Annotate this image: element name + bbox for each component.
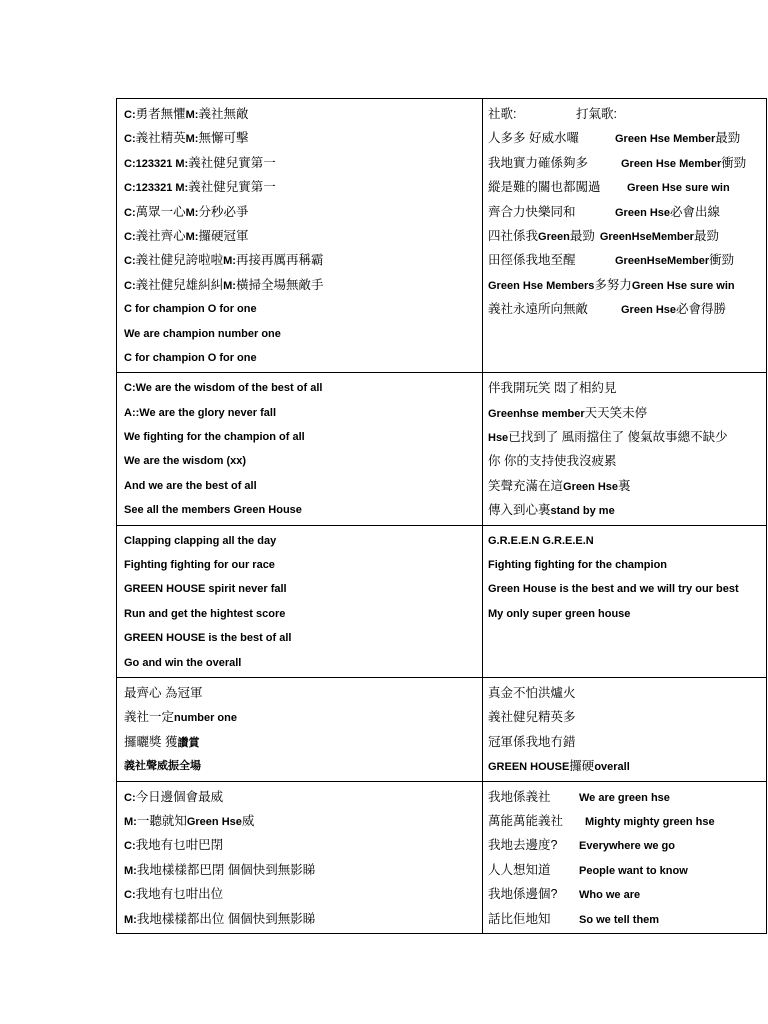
- text: 天天笑未停: [584, 405, 648, 420]
- text: 伴我開玩笑 悶了相約見: [488, 381, 617, 396]
- text: 人人想知道: [488, 862, 551, 877]
- text-line: [117, 224, 482, 248]
- bold-text: 義社聲威振全場: [124, 760, 201, 773]
- left-cell: [117, 99, 483, 373]
- bold-text: C:: [124, 840, 136, 853]
- text-line: [483, 151, 766, 175]
- text-line: [483, 681, 766, 705]
- bold-text: C:: [124, 230, 136, 243]
- bold-text: GREEN HOUSE: [488, 761, 570, 774]
- left-cell: [117, 781, 483, 933]
- bold-text: See all the members Green House: [124, 504, 302, 517]
- text: 義社健兒精英多: [488, 710, 576, 725]
- right-cell: [483, 373, 767, 525]
- text-line: [117, 102, 482, 126]
- bold-text: Greenhse member: [488, 407, 585, 420]
- text: 今日邊個會最威: [135, 789, 224, 804]
- bold-text: And we are the best of all: [124, 479, 257, 492]
- text-line: [117, 785, 482, 809]
- bold-text: stand by me: [550, 505, 615, 518]
- text: 人多多 好威水囉: [488, 131, 579, 146]
- text-line: [483, 224, 766, 248]
- text: 無懈可擊: [198, 131, 249, 146]
- bold-text: Run and get the hightest score: [124, 607, 286, 620]
- text: 義社無敵: [198, 107, 249, 121]
- text: 必會出線: [670, 204, 721, 219]
- bold-text: So we tell them: [579, 913, 660, 926]
- text-line: [117, 754, 482, 778]
- text-line: [483, 907, 766, 931]
- text-line: [483, 730, 766, 754]
- table-row: [117, 781, 767, 933]
- bold-text: M:: [124, 913, 137, 926]
- bold-text: C for champion O for one: [124, 303, 257, 316]
- bold-text: M:: [185, 133, 199, 146]
- text-line: [483, 248, 766, 272]
- bold-text: We are green hse: [579, 791, 670, 804]
- text-line: [483, 602, 766, 626]
- text: 義社健兒實第一: [188, 180, 276, 195]
- text: 義社齊心: [135, 228, 186, 243]
- text-line: [483, 833, 766, 857]
- text-line: [483, 809, 766, 833]
- text: 義社精英: [135, 131, 186, 146]
- text: 義社健兒實第一: [188, 155, 276, 170]
- text-line: [117, 126, 482, 150]
- text-line: [117, 346, 482, 370]
- text: 縱是難的關也都闖過: [488, 180, 601, 195]
- text: 勇者無懼: [135, 107, 186, 121]
- text: 我地實力確係夠多: [488, 155, 589, 170]
- bold-text: Clapping clapping all the day: [124, 534, 277, 547]
- text: 義社健兒誇啦啦: [135, 253, 224, 268]
- text: 最勁: [569, 228, 595, 243]
- bold-text: Hse: [488, 432, 509, 445]
- text-line: [483, 346, 766, 370]
- text-line: [117, 200, 482, 224]
- text-line: [483, 376, 766, 400]
- text-line: [117, 376, 482, 400]
- bold-text: C:We are the wisdom of the best of all: [124, 382, 323, 395]
- text: 一聽就知: [136, 813, 187, 828]
- text: 衝勁: [721, 155, 747, 170]
- bold-text: We are champion number one: [124, 327, 281, 340]
- bold-text: Green Hse: [615, 206, 671, 219]
- bold-text: Everywhere we go: [579, 840, 675, 853]
- text-line: [117, 529, 482, 553]
- text-line: [117, 626, 482, 650]
- text-line: [483, 449, 766, 473]
- bold-text: C:: [124, 109, 136, 121]
- bold-text: Who we are: [579, 889, 641, 902]
- text-line: [117, 151, 482, 175]
- bold-text: M:: [185, 206, 199, 219]
- text: 我地有乜咁巴閉: [135, 838, 224, 853]
- bold-text: M:: [223, 255, 236, 268]
- text-line: [483, 200, 766, 224]
- text: 真金不怕洪爐火: [488, 685, 576, 700]
- text: 萬眾一心: [135, 204, 186, 219]
- bold-text: C:: [124, 889, 136, 902]
- bold-text: C:123321 M:: [124, 157, 189, 170]
- text: 多努力: [594, 277, 632, 292]
- text-line: [117, 833, 482, 857]
- text: 冠軍係我地冇錯: [488, 734, 576, 749]
- bold-text: C for champion O for one: [124, 351, 257, 364]
- bold-text: C:123321 M:: [124, 182, 189, 195]
- chant-table-body: [117, 99, 767, 934]
- table-row: [117, 373, 767, 525]
- right-cell: [483, 781, 767, 933]
- text-line: [483, 553, 766, 577]
- text-line: [483, 577, 766, 601]
- text-line: [483, 425, 766, 449]
- text: 必會得勝: [676, 302, 727, 317]
- left-cell: [117, 677, 483, 781]
- bold-text: C:: [124, 206, 136, 219]
- bold-text: Green Hse sure win: [631, 279, 735, 292]
- table-row: [117, 99, 767, 373]
- text-line: [117, 297, 482, 321]
- bold-text: Green: [538, 230, 570, 243]
- text: 田徑係我地至醒: [488, 253, 576, 268]
- text-line: [117, 730, 482, 754]
- bold-text: Green Hse Member: [621, 157, 722, 170]
- right-cell: [483, 99, 767, 373]
- text-line: [117, 882, 482, 906]
- text-line: [483, 102, 766, 126]
- bold-text: 讚賞: [177, 736, 200, 749]
- text: 社歌:: [488, 107, 517, 121]
- bold-text: M:: [223, 279, 236, 292]
- text: 話比佢地知: [488, 911, 551, 926]
- text-line: [483, 882, 766, 906]
- bold-text: People want to know: [579, 864, 688, 877]
- text-line: [117, 425, 482, 449]
- text-line: [483, 754, 766, 778]
- text: 義社永遠所向無敵: [488, 302, 589, 317]
- text: 義社一定: [124, 710, 175, 725]
- bold-text: Green Hse Members: [488, 279, 595, 292]
- text: 分秒必爭: [198, 204, 249, 219]
- text-line: [117, 651, 482, 675]
- text: 再接再厲再稱霸: [235, 253, 324, 268]
- text-line: [117, 907, 482, 931]
- text: 衝勁: [709, 253, 735, 268]
- bold-text: Green Hse: [621, 304, 677, 317]
- text: 義社健兒雄糾糾: [135, 277, 224, 292]
- text-line: [483, 175, 766, 199]
- text-line: [483, 401, 766, 425]
- bold-text: Mighty mighty green hse: [585, 815, 715, 828]
- left-cell: [117, 525, 483, 677]
- bold-text: G.R.E.E.N G.R.E.E.N: [488, 534, 594, 547]
- text-line: [117, 273, 482, 297]
- bold-text: Fighting fighting for the champion: [488, 559, 668, 572]
- table-row: [117, 525, 767, 677]
- text: 我地有乜咁出位: [135, 887, 224, 902]
- text-line: [483, 651, 766, 675]
- bold-text: M:: [124, 815, 137, 828]
- text: 橫掃全場無敵手: [235, 277, 324, 292]
- bold-text: overall: [594, 761, 630, 774]
- text-line: [117, 553, 482, 577]
- text-line: [483, 126, 766, 150]
- right-cell: [483, 677, 767, 781]
- text: 已找到了 風雨擋住了 傻氣故事總不缺少: [508, 430, 728, 445]
- text: 最齊心 為冠軍: [124, 685, 203, 700]
- text-line: [483, 297, 766, 321]
- bold-text: GREEN HOUSE is the best of all: [124, 632, 292, 645]
- bold-text: M:: [124, 864, 137, 877]
- text-line: [117, 449, 482, 473]
- bold-text: Green Hse Member: [615, 133, 716, 146]
- text-line: [483, 322, 766, 346]
- text-line: [117, 401, 482, 425]
- text-line: [483, 498, 766, 522]
- bold-text: C:: [124, 279, 136, 292]
- bold-text: We fighting for the champion of all: [124, 431, 305, 444]
- text: 笑聲充滿在這: [488, 478, 564, 493]
- text-line: [117, 809, 482, 833]
- text: 四社係我: [488, 228, 539, 243]
- bold-text: C:: [124, 791, 136, 804]
- text-line: [117, 248, 482, 272]
- text: 威: [241, 813, 255, 828]
- bold-text: Green Hse: [563, 480, 619, 493]
- text: 齊合力快樂同和: [488, 204, 576, 219]
- bold-text: My only super green house: [488, 607, 631, 620]
- bold-text: Green Hse sure win: [627, 182, 730, 195]
- text-line: [117, 577, 482, 601]
- bold-text: Fighting fighting for our race: [124, 559, 275, 572]
- text: 我地樣樣都出位 個個快到無影睇: [136, 911, 316, 926]
- text-line: [117, 681, 482, 705]
- text: 攞硬冠軍: [198, 228, 249, 243]
- text-line: [483, 705, 766, 729]
- text-line: [483, 858, 766, 882]
- text: 我地係邊個?: [488, 887, 558, 902]
- text-line: [117, 322, 482, 346]
- text-line: [483, 474, 766, 498]
- text: 最勁: [693, 228, 719, 243]
- text: 最勁: [715, 131, 741, 146]
- bold-text: Green Hse: [186, 815, 242, 828]
- bold-text: Go and win the overall: [124, 656, 242, 669]
- bold-text: We are the wisdom (xx): [124, 455, 247, 468]
- text-line: [117, 705, 482, 729]
- bold-text: GreenHseMember: [615, 255, 710, 268]
- text-line: [483, 529, 766, 553]
- bold-text: Green House is the best and we will try our best: [488, 583, 739, 596]
- text: 你 你的支持使我沒疲累: [488, 454, 617, 469]
- bold-text: GREEN HOUSE spirit never fall: [124, 583, 287, 596]
- text: 我地係義社: [488, 789, 551, 804]
- bold-text: M:: [185, 109, 199, 121]
- right-cell: [483, 525, 767, 677]
- text: 攞硬: [569, 759, 595, 774]
- text-line: [117, 498, 482, 522]
- bold-text: C:: [124, 255, 136, 268]
- text: 裏: [618, 478, 631, 493]
- table-row: [117, 677, 767, 781]
- bold-text: GreenHseMember: [599, 230, 694, 243]
- text-line: [483, 273, 766, 297]
- text: 我地去邊度?: [488, 838, 558, 853]
- text-line: [483, 785, 766, 809]
- text: 攞曬獎 獲: [124, 734, 178, 749]
- bold-text: M:: [185, 230, 199, 243]
- bold-text: number one: [174, 712, 237, 725]
- text: 我地樣樣都巴閉 個個快到無影睇: [136, 862, 316, 877]
- chant-table: [116, 98, 767, 934]
- text-line: [117, 858, 482, 882]
- text-line: [117, 474, 482, 498]
- text-line: [117, 602, 482, 626]
- text: 傳入到心裏: [488, 503, 551, 518]
- text-line: [483, 626, 766, 650]
- left-cell: [117, 373, 483, 525]
- text: 打氣歌:: [576, 107, 617, 121]
- text-line: [117, 175, 482, 199]
- text: 萬能萬能義社: [488, 813, 564, 828]
- bold-text: A::We are the glory never fall: [124, 406, 277, 419]
- bold-text: C:: [124, 133, 136, 146]
